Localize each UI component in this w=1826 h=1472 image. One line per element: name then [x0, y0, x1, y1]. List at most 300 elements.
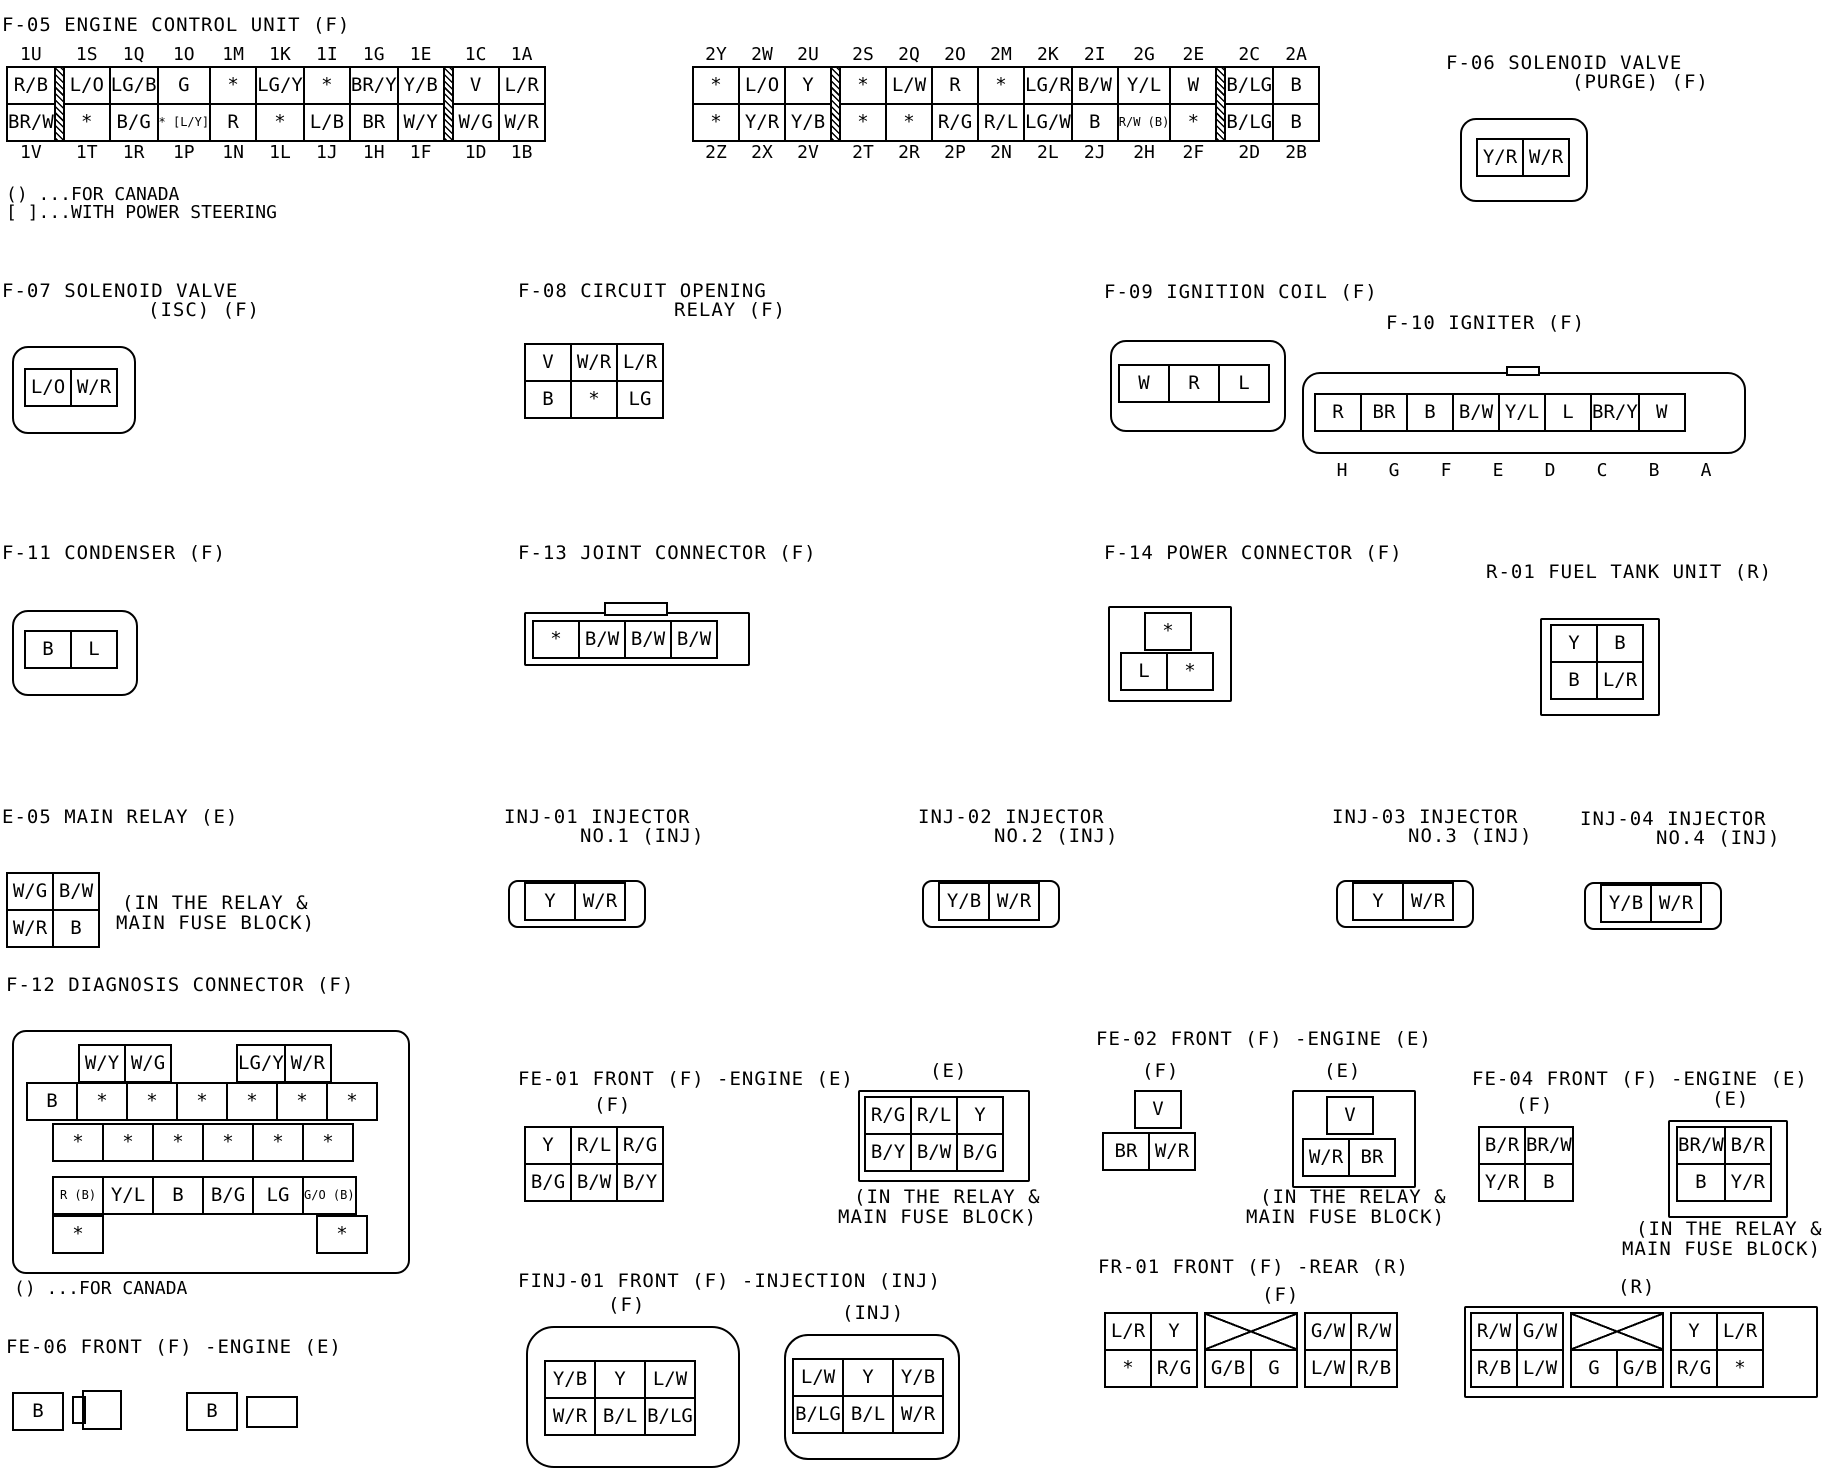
terminal: R	[932, 67, 978, 104]
terminal: R	[1315, 394, 1361, 431]
terminal: *	[304, 67, 350, 104]
terminal: B	[1677, 1164, 1725, 1201]
terminal: W/R	[571, 344, 617, 381]
f13-latch	[604, 602, 668, 616]
inj02-subtitle: NO.2 (INJ)	[994, 825, 1119, 847]
terminal: W/R	[1303, 1139, 1349, 1176]
fe02-note: (IN THE RELAY &	[1260, 1186, 1447, 1208]
terminal: L/W	[793, 1359, 843, 1396]
f14-title: F-14 POWER CONNECTOR (F)	[1104, 542, 1403, 564]
terminal: *	[840, 67, 886, 104]
terminal: Y/L	[1499, 394, 1545, 431]
terminal: *	[53, 1124, 103, 1161]
terminal: R/W	[1351, 1313, 1397, 1350]
terminal: L/B	[304, 104, 350, 141]
pin-label: 2J	[1083, 142, 1106, 163]
terminal: B/R	[1479, 1127, 1525, 1164]
terminal: R/W	[1471, 1313, 1517, 1350]
fr01-label-f: (F)	[1262, 1284, 1300, 1306]
terminal: L/W	[886, 67, 932, 104]
pin-label: 1G	[362, 44, 385, 65]
terminal: B	[1273, 67, 1319, 104]
pin-label: 2K	[1037, 44, 1059, 65]
f12-row1a	[78, 1044, 172, 1083]
terminal: Y/R	[739, 104, 785, 141]
f06-terminals	[1476, 138, 1570, 177]
pin-label: 1A	[510, 44, 533, 65]
f05-block-a	[6, 44, 546, 164]
terminal: W/R	[1523, 139, 1569, 176]
f07-subtitle: (ISC) (F)	[148, 299, 260, 321]
terminal: R/G	[1671, 1350, 1717, 1387]
pin-label: 2L	[1037, 142, 1059, 163]
terminal: Y	[525, 883, 575, 920]
pin-label: 2V	[797, 142, 819, 163]
terminal: B/R	[1725, 1127, 1771, 1164]
fe02-title: FE-02 FRONT (F) -ENGINE (E)	[1096, 1028, 1432, 1050]
terminal: W/R	[1149, 1133, 1195, 1170]
terminal: B	[1597, 625, 1643, 662]
terminal: B/G	[957, 1134, 1003, 1171]
pin-label: 1B	[510, 142, 533, 163]
f14-terminals	[1120, 652, 1214, 691]
inj04-subtitle: NO.4 (INJ)	[1656, 827, 1781, 849]
terminal: B	[1273, 104, 1319, 141]
terminal: *	[693, 104, 739, 141]
fe02-label-e: (E)	[1324, 1060, 1362, 1082]
pin-label: 1T	[75, 142, 98, 163]
terminal: B/W	[579, 621, 625, 658]
terminal: BR/Y	[350, 67, 398, 104]
terminal: Y	[1151, 1313, 1197, 1350]
terminal: LG	[617, 381, 663, 418]
key-hatch	[444, 67, 453, 141]
terminal: B	[1072, 104, 1118, 141]
inj01-title: INJ-01 INJECTOR	[504, 806, 691, 828]
fr01-r-terminals	[1470, 1312, 1764, 1388]
terminal: *	[1105, 1350, 1151, 1387]
f09-title: F-09 IGNITION COIL (F)	[1104, 281, 1378, 303]
terminal: *	[153, 1124, 203, 1161]
terminal: L	[1121, 653, 1167, 690]
terminal: *	[1167, 653, 1213, 690]
terminal: G/W	[1517, 1313, 1563, 1350]
pin-label: 2H	[1133, 142, 1155, 163]
terminal: B	[13, 1393, 63, 1430]
terminal: Y/L	[1118, 67, 1171, 104]
inj01-terminals	[524, 882, 626, 921]
terminal: *	[886, 104, 932, 141]
inj03-title: INJ-03 INJECTOR	[1332, 806, 1519, 828]
terminal: Y/B	[1601, 885, 1651, 922]
terminal: B/W	[625, 621, 671, 658]
f05-note-power-steering: [ ]...WITH POWER STEERING	[6, 202, 277, 223]
pin-label: 1I	[316, 44, 338, 65]
f10-terminals	[1314, 393, 1686, 432]
terminal: *	[327, 1083, 377, 1120]
pin-label: 2A	[1285, 44, 1307, 65]
f05-note-canada: () ...FOR CANADA	[6, 184, 180, 205]
fe06-socket	[246, 1396, 298, 1428]
terminal: *	[978, 67, 1024, 104]
terminal: L/W	[645, 1361, 695, 1398]
terminal: *	[303, 1124, 353, 1161]
terminal: B/W	[53, 873, 99, 910]
fe04-note: MAIN FUSE BLOCK)	[1622, 1238, 1822, 1260]
terminal: G/W	[1305, 1313, 1351, 1350]
fe02-e-terminals	[1302, 1138, 1396, 1177]
fe04-note: (IN THE RELAY &	[1636, 1218, 1823, 1240]
fe01-label-e: (E)	[930, 1060, 968, 1082]
inj02-title: INJ-02 INJECTOR	[918, 806, 1105, 828]
f12-row5b	[316, 1215, 368, 1254]
pin-label: 1Q	[122, 44, 145, 65]
fe04-label-f: (F)	[1516, 1094, 1554, 1116]
f05-title: F-05 ENGINE CONTROL UNIT (F)	[2, 14, 351, 36]
terminal: B/G	[203, 1177, 253, 1214]
terminal: B/W	[1072, 67, 1118, 104]
terminal: B/W	[1453, 394, 1499, 431]
terminal: BR	[1103, 1133, 1149, 1170]
f10-pin-letters	[1316, 460, 1732, 482]
terminal: *	[1170, 104, 1216, 141]
pin-label: 2W	[751, 44, 773, 65]
terminal: Y/R	[1479, 1164, 1525, 1201]
terminal: B/W	[571, 1164, 617, 1201]
terminal: *	[533, 621, 579, 658]
inj03-subtitle: NO.3 (INJ)	[1408, 825, 1533, 847]
terminal: R	[210, 104, 256, 141]
r01-terminals	[1550, 624, 1644, 700]
inj04-title: INJ-04 INJECTOR	[1580, 808, 1767, 830]
pin-label: 2R	[898, 142, 920, 163]
terminal: W/R	[545, 1398, 595, 1435]
terminal: W/Y	[79, 1045, 125, 1082]
terminal: B	[1407, 394, 1453, 431]
fr01-f-terminals	[1104, 1312, 1398, 1388]
terminal: LG/Y	[256, 67, 304, 104]
inj04-terminals	[1600, 884, 1702, 923]
pin-label: 2O	[944, 44, 966, 65]
terminal: B/L	[843, 1396, 893, 1433]
terminal: Y	[1671, 1313, 1717, 1350]
pin-label: A	[1700, 460, 1712, 481]
terminal: R/G	[1151, 1350, 1197, 1387]
terminal: R/G	[932, 104, 978, 141]
terminal: B/LG	[1225, 104, 1273, 141]
terminal: *	[77, 1083, 127, 1120]
r01-title: R-01 FUEL TANK UNIT (R)	[1486, 561, 1773, 583]
terminal: B/G	[110, 104, 158, 141]
fe06-male	[12, 1392, 64, 1431]
terminal: R/G	[865, 1097, 911, 1134]
terminal: Y	[1551, 625, 1597, 662]
terminal: Y/R	[1477, 139, 1523, 176]
pin-label: B	[1648, 460, 1660, 481]
pin-label: 1E	[409, 44, 432, 65]
terminal: L/O	[64, 67, 110, 104]
terminal: Y	[785, 67, 831, 104]
terminal: W/R	[7, 910, 53, 947]
finj-label-f: (F)	[608, 1294, 646, 1316]
terminal: BR	[350, 104, 398, 141]
terminal: *	[227, 1083, 277, 1120]
terminal: G/O (B)	[303, 1177, 356, 1214]
terminal: *	[203, 1124, 253, 1161]
terminal: B	[27, 1083, 77, 1120]
pin-label: 1V	[20, 142, 42, 163]
pin-label: 2G	[1133, 44, 1155, 65]
terminal: Y/L	[103, 1177, 153, 1214]
f10-title: F-10 IGNITER (F)	[1386, 312, 1586, 334]
terminal: V	[1327, 1097, 1373, 1134]
pin-label: 1J	[316, 142, 338, 163]
terminal: *	[840, 104, 886, 141]
f11-terminals	[24, 630, 118, 669]
pin-label: 1U	[20, 44, 42, 65]
fr01-label-r: (R)	[1618, 1276, 1656, 1298]
terminal: BR	[1349, 1139, 1395, 1176]
terminal: W/R	[71, 369, 117, 406]
pin-label: 2B	[1285, 142, 1307, 163]
pin-label: 2S	[852, 44, 874, 65]
pin-label: 1P	[172, 142, 195, 163]
terminal: Y/B	[939, 883, 989, 920]
fe01-note: (IN THE RELAY &	[854, 1186, 1041, 1208]
terminal: B/LG	[645, 1398, 695, 1435]
terminal: B/W	[671, 621, 717, 658]
terminal: LG/Y	[237, 1045, 285, 1082]
f14-terminal-top	[1144, 612, 1192, 651]
pin-label: 2Z	[705, 142, 727, 163]
pin-label: 1S	[75, 44, 98, 65]
pin-label: 2D	[1238, 142, 1261, 163]
terminal: L/R	[499, 67, 545, 104]
terminal: LG/W	[1024, 104, 1072, 141]
finj-title: FINJ-01 FRONT (F) -INJECTION (INJ)	[518, 1270, 941, 1292]
terminal: W/G	[7, 873, 53, 910]
fe01-f-terminals	[524, 1126, 664, 1202]
terminal: B/Y	[865, 1134, 911, 1171]
finj-inj-terminals	[792, 1358, 944, 1434]
f12-row1b	[236, 1044, 332, 1083]
pin-label: H	[1336, 460, 1348, 481]
terminal: B	[187, 1393, 237, 1430]
terminal: G/B	[1205, 1350, 1251, 1387]
terminal: R/L	[911, 1097, 957, 1134]
terminal: LG	[253, 1177, 303, 1214]
terminal: *	[177, 1083, 227, 1120]
f05-block-b	[692, 44, 1320, 164]
terminal: R/B	[1471, 1350, 1517, 1387]
terminal: R	[1169, 365, 1219, 402]
terminal: B	[1525, 1164, 1573, 1201]
terminal: W/R	[1651, 885, 1701, 922]
pin-label: 2N	[990, 142, 1012, 163]
fe04-title: FE-04 FRONT (F) -ENGINE (E)	[1472, 1068, 1808, 1090]
finj-label-inj: (INJ)	[842, 1302, 905, 1324]
terminal: Y/B	[398, 67, 444, 104]
terminal: B	[1551, 662, 1597, 699]
pin-label: 1R	[122, 142, 145, 163]
fe01-title: FE-01 FRONT (F) -ENGINE (E)	[518, 1068, 854, 1090]
fe06-plug	[82, 1390, 122, 1430]
fe02-f-terminals	[1102, 1132, 1196, 1171]
terminal: Y	[525, 1127, 571, 1164]
terminal: *	[256, 104, 304, 141]
inj01-subtitle: NO.1 (INJ)	[580, 825, 705, 847]
pin-label: C	[1596, 460, 1608, 481]
terminal: Y	[1353, 883, 1403, 920]
terminal: W/G	[125, 1045, 171, 1082]
pin-label: 2Q	[898, 44, 920, 65]
terminal: * [L/Y]	[158, 104, 211, 141]
terminal: B/LG	[1225, 67, 1273, 104]
terminal: *	[253, 1124, 303, 1161]
terminal: L	[1219, 365, 1269, 402]
terminal: *	[571, 381, 617, 418]
f13-terminals	[532, 620, 718, 659]
terminal: W/R	[575, 883, 625, 920]
pin-label: 1H	[362, 142, 385, 163]
fe01-e-terminals	[864, 1096, 1004, 1172]
terminal: G/B	[1617, 1350, 1663, 1387]
e05-note: MAIN FUSE BLOCK)	[116, 912, 316, 934]
terminal: *	[127, 1083, 177, 1120]
terminal: W/Y	[398, 104, 444, 141]
pin-label: 1D	[464, 142, 487, 163]
terminal: R/G	[617, 1127, 663, 1164]
terminal: BR	[1361, 394, 1407, 431]
pin-label: 2C	[1238, 44, 1261, 65]
f12-row4	[52, 1176, 357, 1215]
terminal: V	[525, 344, 571, 381]
terminal: W/R	[893, 1396, 943, 1433]
terminal: L/R	[1105, 1313, 1151, 1350]
e05-terminals	[6, 872, 100, 948]
key-hatch	[55, 67, 64, 141]
terminal: W/R	[989, 883, 1039, 920]
pin-label: E	[1492, 460, 1504, 481]
pin-label: 2Y	[705, 44, 727, 65]
terminal: *	[693, 67, 739, 104]
e05-note: (IN THE RELAY &	[122, 892, 309, 914]
terminal: R/W (B)	[1118, 104, 1171, 141]
fe04-label-e: (E)	[1712, 1088, 1750, 1110]
fe01-label-f: (F)	[594, 1094, 632, 1116]
terminal: *	[103, 1124, 153, 1161]
pin-label: 2T	[852, 142, 874, 163]
key-hatch	[1216, 67, 1225, 141]
terminal: BR/Y	[1591, 394, 1639, 431]
terminal: W/R	[285, 1045, 331, 1082]
terminal: G	[158, 67, 211, 104]
f08-terminals	[524, 343, 664, 419]
terminal: B	[525, 381, 571, 418]
terminal: B	[53, 910, 99, 947]
terminal: R (B)	[53, 1177, 103, 1214]
inj02-terminals	[938, 882, 1040, 921]
f08-title: F-08 CIRCUIT OPENING	[518, 280, 767, 302]
terminal: L/R	[1717, 1313, 1763, 1350]
terminal: *	[210, 67, 256, 104]
terminal: B	[25, 631, 71, 668]
pin-label: 1L	[269, 142, 291, 163]
f06-title: F-06 SOLENOID VALVE	[1446, 52, 1683, 74]
terminal: Y/B	[545, 1361, 595, 1398]
terminal: BR/W	[7, 104, 55, 141]
terminal: R/B	[7, 67, 55, 104]
fe02-label-f: (F)	[1142, 1060, 1180, 1082]
pin-label: 2F	[1182, 142, 1205, 163]
fe02-e-top	[1326, 1096, 1374, 1135]
terminal: *	[1717, 1350, 1763, 1387]
terminal: W	[1170, 67, 1216, 104]
fe01-note: MAIN FUSE BLOCK)	[838, 1206, 1038, 1228]
inj03-terminals	[1352, 882, 1454, 921]
pin-label: 2U	[797, 44, 819, 65]
fe06-title: FE-06 FRONT (F) -ENGINE (E)	[6, 1336, 342, 1358]
terminal: *	[53, 1216, 103, 1253]
pin-label: 1K	[269, 44, 291, 65]
finj-f-terminals	[544, 1360, 696, 1436]
pin-label: 1F	[409, 142, 432, 163]
f09-terminals	[1118, 364, 1270, 403]
terminal: *	[277, 1083, 327, 1120]
terminal: W	[1119, 365, 1169, 402]
fe02-note: MAIN FUSE BLOCK)	[1246, 1206, 1446, 1228]
pin-label: 1M	[222, 44, 244, 65]
terminal: L	[71, 631, 117, 668]
terminal: B/LG	[793, 1396, 843, 1433]
terminal: G	[1251, 1350, 1297, 1387]
f08-subtitle: RELAY (F)	[674, 299, 786, 321]
f12-row3	[52, 1123, 354, 1162]
terminal: LG/R	[1024, 67, 1072, 104]
terminal: B/W	[911, 1134, 957, 1171]
pin-label: F	[1440, 460, 1452, 481]
terminal: Y	[957, 1097, 1003, 1134]
f12-row5a	[52, 1215, 104, 1254]
pin-label: 2E	[1182, 44, 1205, 65]
pin-label: 2I	[1083, 44, 1106, 65]
fr01-title: FR-01 FRONT (F) -REAR (R)	[1098, 1256, 1409, 1278]
pin-label: 1O	[172, 44, 195, 65]
terminal: V	[453, 67, 499, 104]
terminal: L/W	[1517, 1350, 1563, 1387]
terminal: Y	[595, 1361, 645, 1398]
f11-title: F-11 CONDENSER (F)	[2, 542, 226, 564]
fe06-female	[186, 1392, 238, 1431]
terminal: L/O	[739, 67, 785, 104]
terminal: BR/W	[1525, 1127, 1573, 1164]
terminal: W/R	[1403, 883, 1453, 920]
terminal: L	[1545, 394, 1591, 431]
pin-label: G	[1388, 460, 1400, 481]
terminal: Y/B	[893, 1359, 943, 1396]
terminal: B/G	[525, 1164, 571, 1201]
pin-label: D	[1544, 460, 1556, 481]
key-hatch	[831, 67, 840, 141]
terminal: L/O	[25, 369, 71, 406]
f13-title: F-13 JOINT CONNECTOR (F)	[518, 542, 817, 564]
e05-title: E-05 MAIN RELAY (E)	[2, 806, 239, 828]
fe04-e-terminals	[1676, 1126, 1772, 1202]
f07-title: F-07 SOLENOID VALVE	[2, 280, 239, 302]
terminal: B/L	[595, 1398, 645, 1435]
terminal: *	[1145, 613, 1191, 650]
pin-label: 2P	[944, 142, 966, 163]
